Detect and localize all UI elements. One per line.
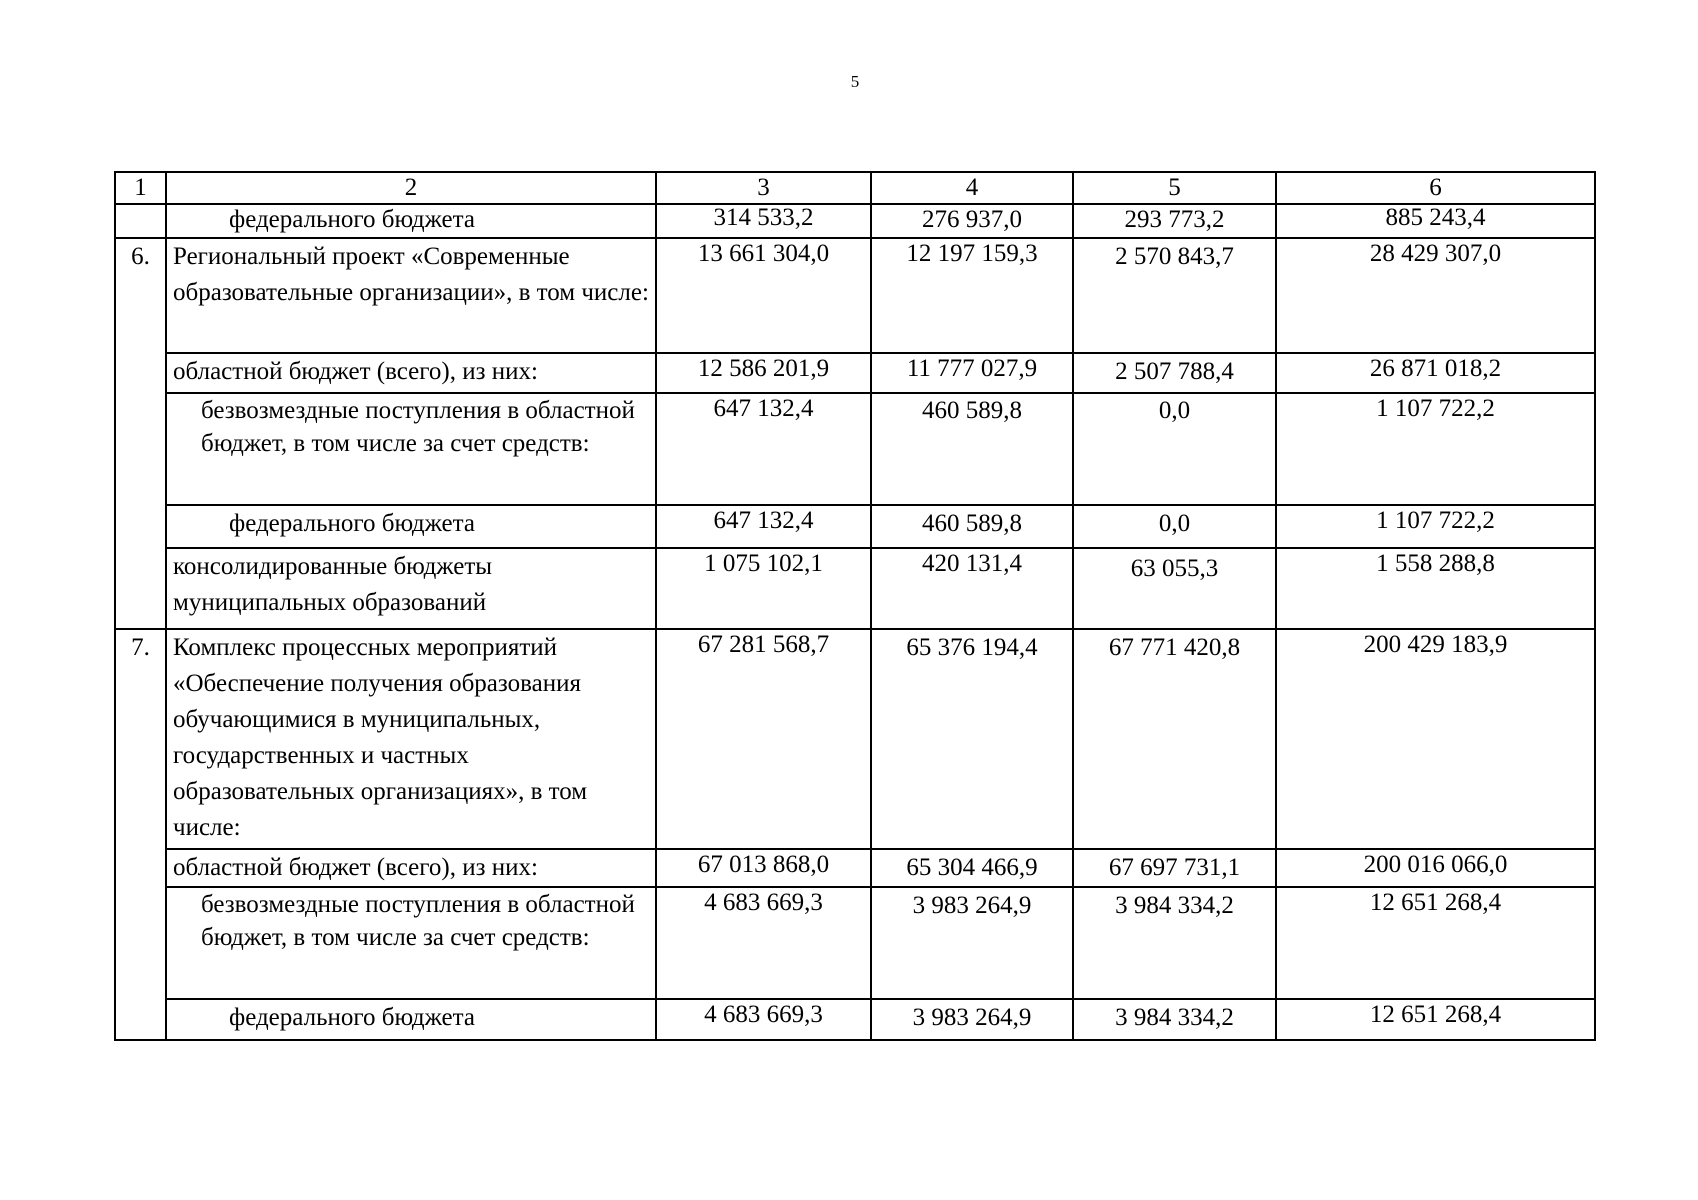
value-cell: 67 013 868,0	[656, 849, 871, 887]
value-cell: 460 589,8	[871, 393, 1073, 505]
value-cell: 2 507 788,4	[1073, 353, 1276, 393]
row-number	[115, 204, 166, 238]
value-cell: 276 937,0	[871, 204, 1073, 238]
value-cell: 0,0	[1073, 393, 1276, 505]
table-row	[115, 505, 1595, 548]
value-cell: 12 586 201,9	[656, 353, 871, 393]
row-label: Комплекс процессных мероприятий «Обеспечение получения образования обучающимися в муниципальных, государственных и частных образовательных организациях», в том числе:	[166, 629, 656, 849]
value-cell: 4 683 669,3	[656, 887, 871, 999]
table-row	[115, 204, 1595, 238]
value-cell: 67 281 568,7	[656, 629, 871, 849]
value-cell: 12 651 268,4	[1276, 999, 1595, 1040]
value-cell: 67 771 420,8	[1073, 629, 1276, 849]
value-cell: 885 243,4	[1276, 204, 1595, 238]
value-cell: 647 132,4	[656, 393, 871, 505]
row-label: безвозмездные поступления в областной бюджет, в том числе за счет средств:	[166, 887, 656, 999]
header-cell: 3	[656, 172, 871, 204]
table-row	[115, 548, 1595, 629]
value-cell: 2 570 843,7	[1073, 238, 1276, 353]
table-row	[115, 849, 1595, 887]
value-cell: 4 683 669,3	[656, 999, 871, 1040]
value-cell: 63 055,3	[1073, 548, 1276, 629]
row-number: 6.	[115, 238, 166, 629]
value-cell: 1 075 102,1	[656, 548, 871, 629]
table-row	[115, 353, 1595, 393]
value-cell: 65 376 194,4	[871, 629, 1073, 849]
value-cell: 200 016 066,0	[1276, 849, 1595, 887]
value-cell: 12 197 159,3	[871, 238, 1073, 353]
value-cell: 420 131,4	[871, 548, 1073, 629]
header-cell: 1	[115, 172, 166, 204]
value-cell: 3 983 264,9	[871, 999, 1073, 1040]
row-label: Региональный проект «Современные образовательные организации», в том числе:	[166, 238, 656, 353]
table-row	[115, 393, 1595, 505]
value-cell: 647 132,4	[656, 505, 871, 548]
page-number: 5	[850, 72, 860, 91]
value-cell: 460 589,8	[871, 505, 1073, 548]
header-cell: 5	[1073, 172, 1276, 204]
table-row	[115, 887, 1595, 999]
row-label: консолидированные бюджеты муниципальных образований	[166, 548, 656, 629]
table-row	[115, 999, 1595, 1040]
row-label: безвозмездные поступления в областной бюджет, в том числе за счет средств:	[166, 393, 656, 505]
value-cell: 11 777 027,9	[871, 353, 1073, 393]
row-label: областной бюджет (всего), из них:	[166, 849, 656, 887]
value-cell: 0,0	[1073, 505, 1276, 548]
value-cell: 1 107 722,2	[1276, 505, 1595, 548]
value-cell: 65 304 466,9	[871, 849, 1073, 887]
row-label: федерального бюджета	[166, 505, 656, 548]
value-cell: 3 983 264,9	[871, 887, 1073, 999]
value-cell: 3 984 334,2	[1073, 999, 1276, 1040]
value-cell: 12 651 268,4	[1276, 887, 1595, 999]
header-cell: 2	[166, 172, 656, 204]
table-row	[115, 629, 1595, 849]
value-cell: 13 661 304,0	[656, 238, 871, 353]
value-cell: 1 107 722,2	[1276, 393, 1595, 505]
table-row	[115, 238, 1595, 353]
table-header-row	[115, 172, 1595, 204]
row-number: 7.	[115, 629, 166, 1040]
value-cell: 1 558 288,8	[1276, 548, 1595, 629]
row-label: областной бюджет (всего), из них:	[166, 353, 656, 393]
value-cell: 67 697 731,1	[1073, 849, 1276, 887]
value-cell: 293 773,2	[1073, 204, 1276, 238]
value-cell: 26 871 018,2	[1276, 353, 1595, 393]
header-cell: 4	[871, 172, 1073, 204]
value-cell: 3 984 334,2	[1073, 887, 1276, 999]
value-cell: 200 429 183,9	[1276, 629, 1595, 849]
row-label: федерального бюджета	[166, 204, 656, 238]
row-label: федерального бюджета	[166, 999, 656, 1040]
value-cell: 314 533,2	[656, 204, 871, 238]
budget-table	[114, 171, 1596, 1041]
header-cell: 6	[1276, 172, 1595, 204]
value-cell: 28 429 307,0	[1276, 238, 1595, 353]
